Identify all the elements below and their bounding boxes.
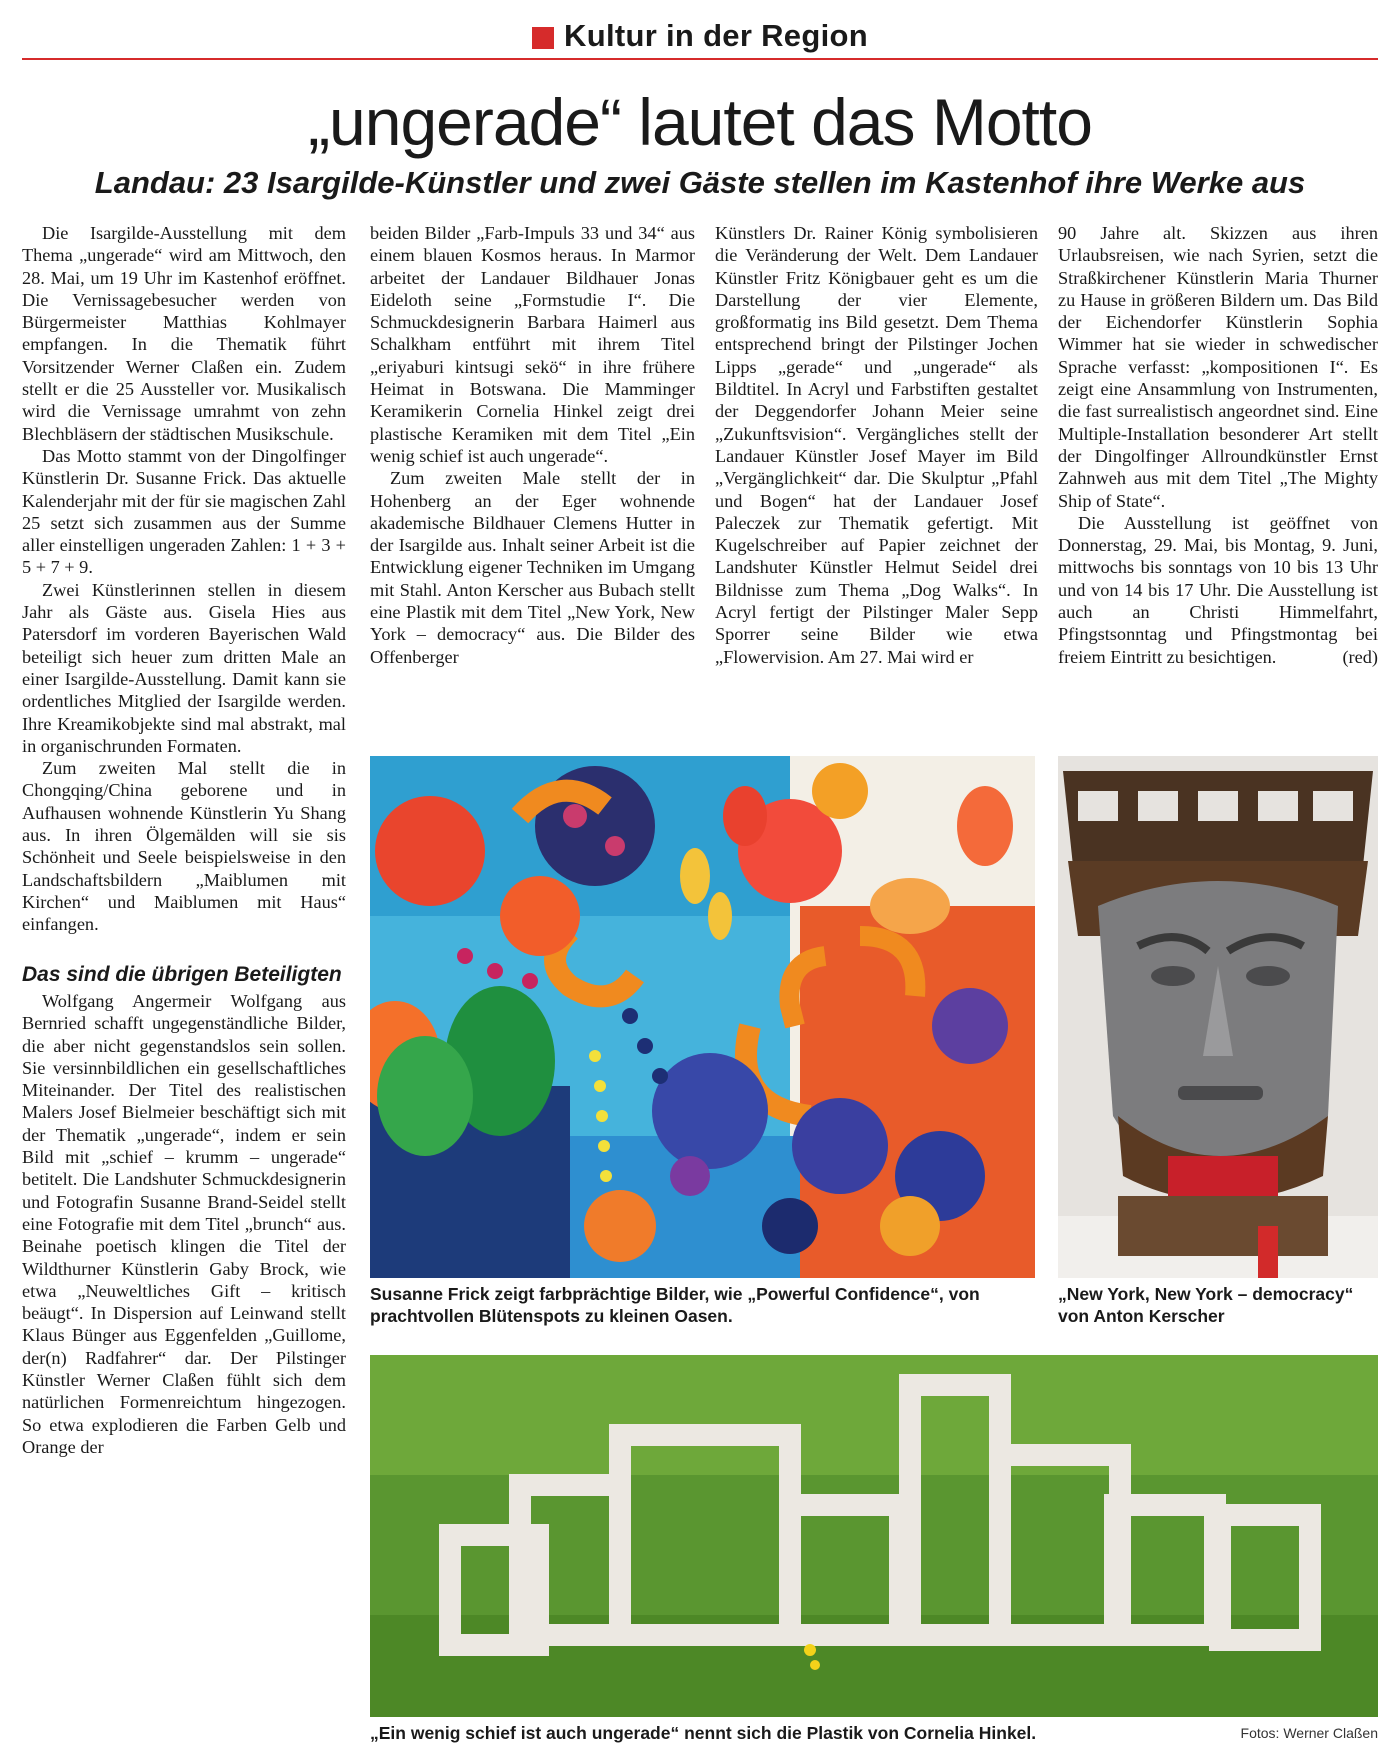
article-column-1-continued: [22, 962, 346, 1458]
metal-face-sculpture-photo: [1058, 756, 1378, 1278]
paragraph: Künstlers Dr. Rainer König symbolisieren die Veränderung der Welt. Dem Landauer Künstler Fritz Königbauer geht es um die Darstellung der vier Elemente, großformatig ins Bild gesetzt. Dem Thema entsprechend bringt der Pilstinger Jochen Lipps „gerade“ und „ungerade“ als Bildtitel. In Acryl und Farbstiften gestaltet der Deggendorfer Johann Meier seine „Zukunftsvision“. Vergängliches stellt der Landauer Künstler Josef Mayer im Bild „Vergänglichkeit“ dar. Die Skulptur „Pfahl und Bogen“ hat der Landauer Josef Paleczek zur Thematik gefertigt. Mit Kugelschreiber auf Papier zeichnet der Landshuter Künstler Helmut Seidel drei Bildnisse zum Thema „Dog Walks“. In Acryl fertigt der Pilstinger Maler Sepp Sporrer seine Bilder wie etwa „Flowervision. Am 27. Mai wird er: [715, 223, 1038, 667]
paragraph: Das Motto stammt von der Dingolfinger Künstlerin Dr. Susanne Frick. Das aktuelle Kalenderjahr mit der für sie magischen Zahl 25 setzt sich zusammen aus der Summe aller einstelligen ungeraden Zahlen: 1 + 3 + 5 + 7 + 9.: [22, 445, 346, 578]
article-column-3: [715, 222, 1038, 668]
paragraph: 90 Jahre alt. Skizzen aus ihren Urlaubsreisen, wie nach Syrien, setzt die Straßkirchener Künstlerin Maria Thurner zu Hause in größeren Bildern um. Das Bild der Eichendorfer Künstlerin Sophia Wimmer hat sie wieder in schwedischer Sprache verfasst: „kompositionen I“. Es zeigt eine Ansammlung von Instrumenten, die fast surrealistisch angeordnet sind. Eine Multiple-Installation besonderer Art stellt der Dingolfinger Allroundkünstler Ernst Zahnweh aus mit dem Titel „The Mighty Ship of State“.: [1058, 223, 1378, 511]
author-signoff: (red): [1342, 646, 1378, 667]
section-header: [0, 18, 1400, 54]
section-marker-icon: [532, 27, 554, 49]
section-label: Kultur in der Region: [564, 18, 868, 53]
headline: „ungerade“ lautet das Motto: [308, 85, 1092, 159]
abstract-painting-photo: [370, 756, 1035, 1278]
paragraph: Zum zweiten Male stellt der in Hohenberg an der Eger wohnende akademische Bildhauer Clemens Hutter in der Isargilde aus. Inhalt seiner Arbeit ist die Entwicklung eigener Techniken im Umgang mit Stahl. Anton Kerscher aus Bubach stellt eine Plastik mit dem Titel „New York, New York – democracy“ aus. Die Bilder des Offenberger: [370, 468, 695, 667]
paragraph: Zum zweiten Mal stellt die in Chongqing/China geborene und in Aufhausen wohnende Künstlerin Yu Shang aus. In ihren Ölgemälden will sie sis Schönheit und Seele beispielsweise in den Landschaftsbildern „Maiblumen mit Kirchen“ und Maiblumen mit Haus“ einfangen.: [22, 758, 346, 935]
section-rule: [22, 58, 1378, 60]
paragraph: beiden Bilder „Farb-Impuls 33 und 34“ aus einem blauen Kosmos heraus. In Marmor arbeitet der Landauer Bildhauer Jonas Eideloth seine „Formstudie I“. Die Schmuckdesignerin Barbara Haimerl aus Schalkham entführt mit ihrem Titel „eriyaburi kintsugi sekö“ in ihre frühere Heimat in Botswana. Die Mamminger Keramikerin Cornelia Hinkel zeigt drei plastische Keramiken mit dem Titel „Ein wenig schief ist auch ungerade“.: [370, 223, 695, 466]
photo-credit: Fotos: Werner Claßen: [1240, 1725, 1378, 1741]
paragraph: Zwei Künstlerinnen stellen in diesem Jahr als Gäste aus. Gisela Hies aus Patersdorf im vorderen Bayerischen Wald beteiligt sich heuer zum dritten Male an einer Isargilde-Ausstellung. Damit kann sie ordentliches Mitglied der Isargilde werden. Ihre Kreamikobjekte sind mal abstrakt, mal in organischrunden Formaten.: [22, 579, 346, 756]
subheadline: Landau: 23 Isargilde-Künstler und zwei Gäste stellen im Kastenhof ihre Werke aus: [94, 165, 1306, 200]
ceramic-caption: „Ein wenig schief ist auch ungerade“ nennt sich die Plastik von Cornelia Hinkel.: [370, 1723, 1037, 1743]
paragraph: [1058, 512, 1378, 668]
abstract-painting-image: [370, 756, 1035, 1278]
article-column-2: [370, 222, 695, 668]
subsection-heading: Das sind die übrigen Beteiligten: [22, 963, 342, 986]
article-column-1: [22, 222, 346, 936]
metal-sculpture-image: [1058, 756, 1378, 1278]
paragraph: Wolfgang Angermeir Wolfgang aus Bernried schafft ungegenständliche Bilder, die aber nicht gegenstandslos sein sollen. Sie versinnbildlichen ein gesellschaftliches Miteinander. Der Titel des realistischen Malers Josef Bielmeier beschäftigt sich mit der Thematik „ungerade“, indem er sein Bild mit „schief – krumm – ungerade“ betitelt. Die Landshuter Schmuckdesignerin und Fotografin Susanne Brand-Seidel stellt eine Fotografie mit dem Titel „brunch“ aus. Beinahe poetisch klingen die Titel der Wildthurner Künstlerin Gaby Brock, wie etwa „Neuweltliches Gift – kritisch beäugt“. In Dispersion auf Leinwand stellt Klaus Bünger aus Eggenfelden „Guillome, der(n) Radfahrer“ dar. Der Pilstinger Künstler Werner Claßen fühlt sich dem natürlichen Formenreichtum hingezogen. So etwa explodieren die Farben Gelb und Orange der: [22, 991, 346, 1457]
sculpture-caption: „New York, New York – democracy“ von Anton Kerscher: [1058, 1284, 1354, 1326]
ceramic-boxes-image: [370, 1355, 1378, 1717]
painting-caption: Susanne Frick zeigt farbprächtige Bilder, wie „Powerful Confidence“, von prachtvollen Blütenspots zu kleinen Oasen.: [370, 1284, 980, 1326]
paragraph-text: Die Ausstellung ist geöffnet von Donnerstag, 29. Mai, bis Montag, 9. Juni, mittwochs bis sonntags von 10 bis 13 Uhr und von 14 bis 17 Uhr. Die Ausstellung ist auch an Christi Himmelfahrt, Pfingstsonntag und Pfingstmontag bei freiem Eintritt zu besichtigen.: [1058, 512, 1378, 667]
article-column-4: [1058, 222, 1378, 668]
white-ceramic-boxes-on-grass-photo: [370, 1355, 1378, 1717]
paragraph: Die Isargilde-Ausstellung mit dem Thema „ungerade“ wird am Mittwoch, den 28. Mai, um 19 Uhr im Kastenhof eröffnet. Die Vernissagebesucher werden von Bürgermeister Matthias Kohlmayer empfangen. In die Thematik führt Vorsitzender Werner Claßen ein. Zudem stellt er die 25 Aussteller vor. Musikalisch wird die Vernissage umrahmt von zehn Blechbläsern der städtischen Musikschule.: [22, 223, 346, 444]
